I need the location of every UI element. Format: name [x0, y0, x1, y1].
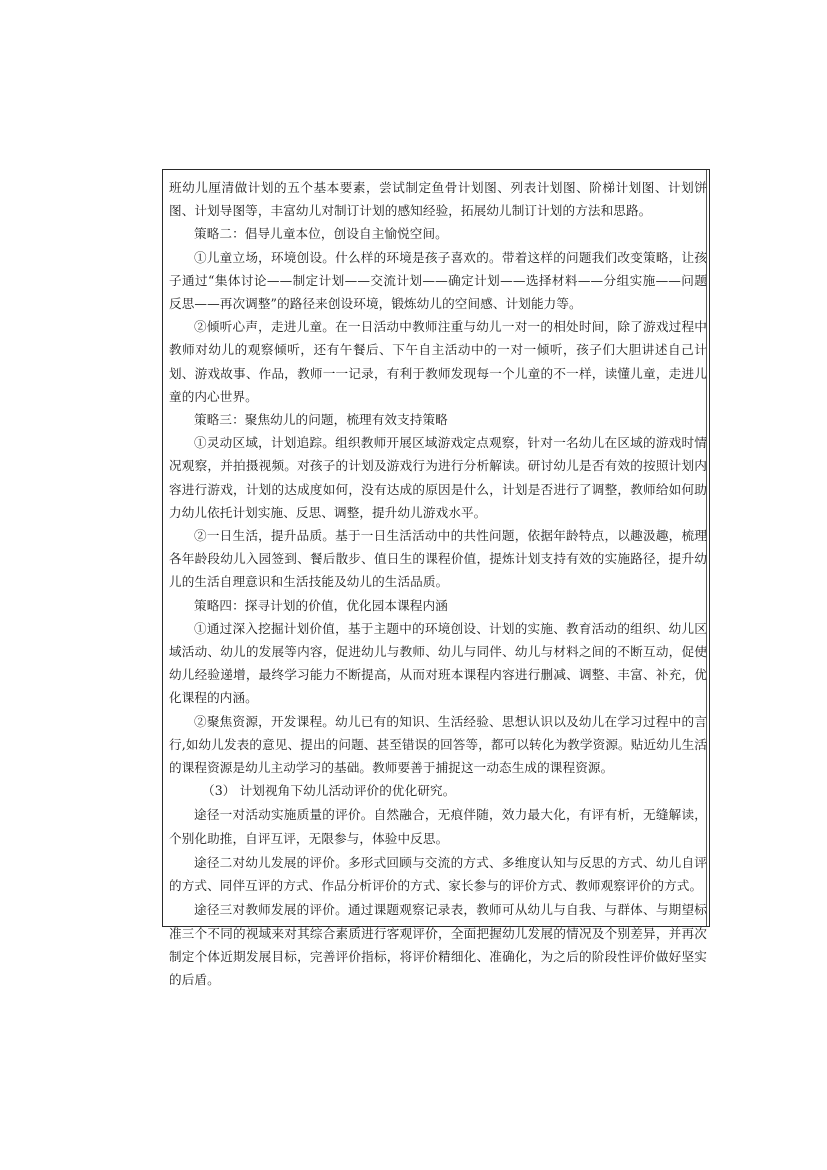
table-cell-frame	[162, 169, 710, 987]
paragraph-plan-value: ①通过深入挖掘计划价值，基于主题中的环境创设、计划的实施、教育活动的组织、幼儿区域活动、幼儿的发展等内容，促进幼儿与教师、幼儿与同伴、幼儿与材料之间的不断互动，促使幼儿经验递增，最终学习能力不断提高，从而对班本课程内容进行删减、调整、丰富、补充，优化课程的内涵。	[169, 620, 707, 706]
paragraph-path-one: 途径一对活动实施质量的评价。自然融合，无痕伴随，效力最大化，有评有析，无缝解读，个别化助推，自评互评，无限参与，体验中反思。	[169, 807, 707, 846]
paragraph-continuation: 班幼儿厘清做计划的五个基本要素，尝试制定鱼骨计划图、列表计划图、阶梯计划图、计划饼图、计划导图等，丰富幼儿对制订计划的感知经验，拓展幼儿制订计划的方法和思路。	[169, 180, 707, 219]
paragraph-area-tracking: ①灵动区域，计划追踪。组织教师开展区域游戏定点观察，针对一名幼儿在区域的游戏时情况观察，并拍摄视频。对孩子的计划及游戏行为进行分析解读。研讨幼儿是否有效的按照计划内容进行游戏，计划的达成度如何，没有达成的原因是什么，计划是否进行了调整，教师给如何助力幼儿依托计划实施、反思、调整，提升幼儿游戏水平。	[169, 435, 707, 520]
paragraph-daily-life: ②一日生活，提升品质。基于一日生活活动中的共性问题，依据年龄特点，以趣汲趣，梳理各年龄段幼儿入园签到、餐后散步、值日生的课程价值，提炼计划支持有效的实施路径，提升幼儿的生活自理意识和生活技能及幼儿的生活品质。	[169, 528, 707, 590]
paragraph-child-stance: ①儿童立场，环境创设。什么样的环境是孩子喜欢的。带着这样的问题我们改变策略，让孩子通过“集体讨论——制定计划——交流计划——确定计划——选择材料——分组实施——问题反思——再次调整”的路径来创设环境，锻炼幼儿的空间感、计划能力等。	[169, 249, 707, 312]
body-text	[169, 176, 707, 991]
paragraph-resources: ②聚焦资源，开发课程。幼儿已有的知识、生活经验、思想认识以及幼儿在学习过程中的言行,如幼儿发表的意见、提出的问题、甚至错误的回答等，都可以转化为教学资源。贴近幼儿生活的课程资源是幼儿主动学习的基础。教师要善于捕捉这一动态生成的课程资源。	[169, 713, 707, 776]
strategy-four-heading: 策略四：探寻计划的价值，优化园本课程内涵	[194, 597, 448, 613]
section-3-heading: （3） 计划视角下幼儿活动评价的优化研究。	[202, 783, 456, 799]
strategy-two-heading: 策略二：倡导儿童本位，创设自主愉悦空间。	[194, 226, 448, 242]
cell-content-area	[163, 170, 709, 987]
strategy-three-heading: 策略三：聚焦幼儿的问题，梳理有效支持策略	[194, 412, 448, 428]
paragraph-path-three: 途径三对教师发展的评价。通过课题观察记录表，教师可从幼儿与自我、与群体、与期望标准三个不同的视域来对其综合素质进行客观评价，全面把握幼儿发展的情况及个别差异，并再次制定个体近期发展目标，完善评价指标，将评价精细化、准确化，为之后的阶段性评价做好坚实的后盾。	[169, 902, 707, 987]
paragraph-listening: ②倾听心声，走进儿童。在一日活动中教师注重与幼儿一对一的相处时间，除了游戏过程中教师对幼儿的观察倾听，还有午餐后、下午自主活动中的一对一倾听，孩子们大胆讲述自己计划、游戏故事、作品，教师一一记录，有利于教师发现每一个儿童的不一样，读懂儿童，走进儿童的内心世界。	[169, 319, 707, 404]
paragraph-path-two: 途径二对幼儿发展的评价。多形式回顾与交流的方式、多维度认知与反思的方式、幼儿自评的方式、同伴互评的方式、作品分析评价的方式、家长参与的评价方式、教师观察评价的方式。	[169, 854, 707, 894]
